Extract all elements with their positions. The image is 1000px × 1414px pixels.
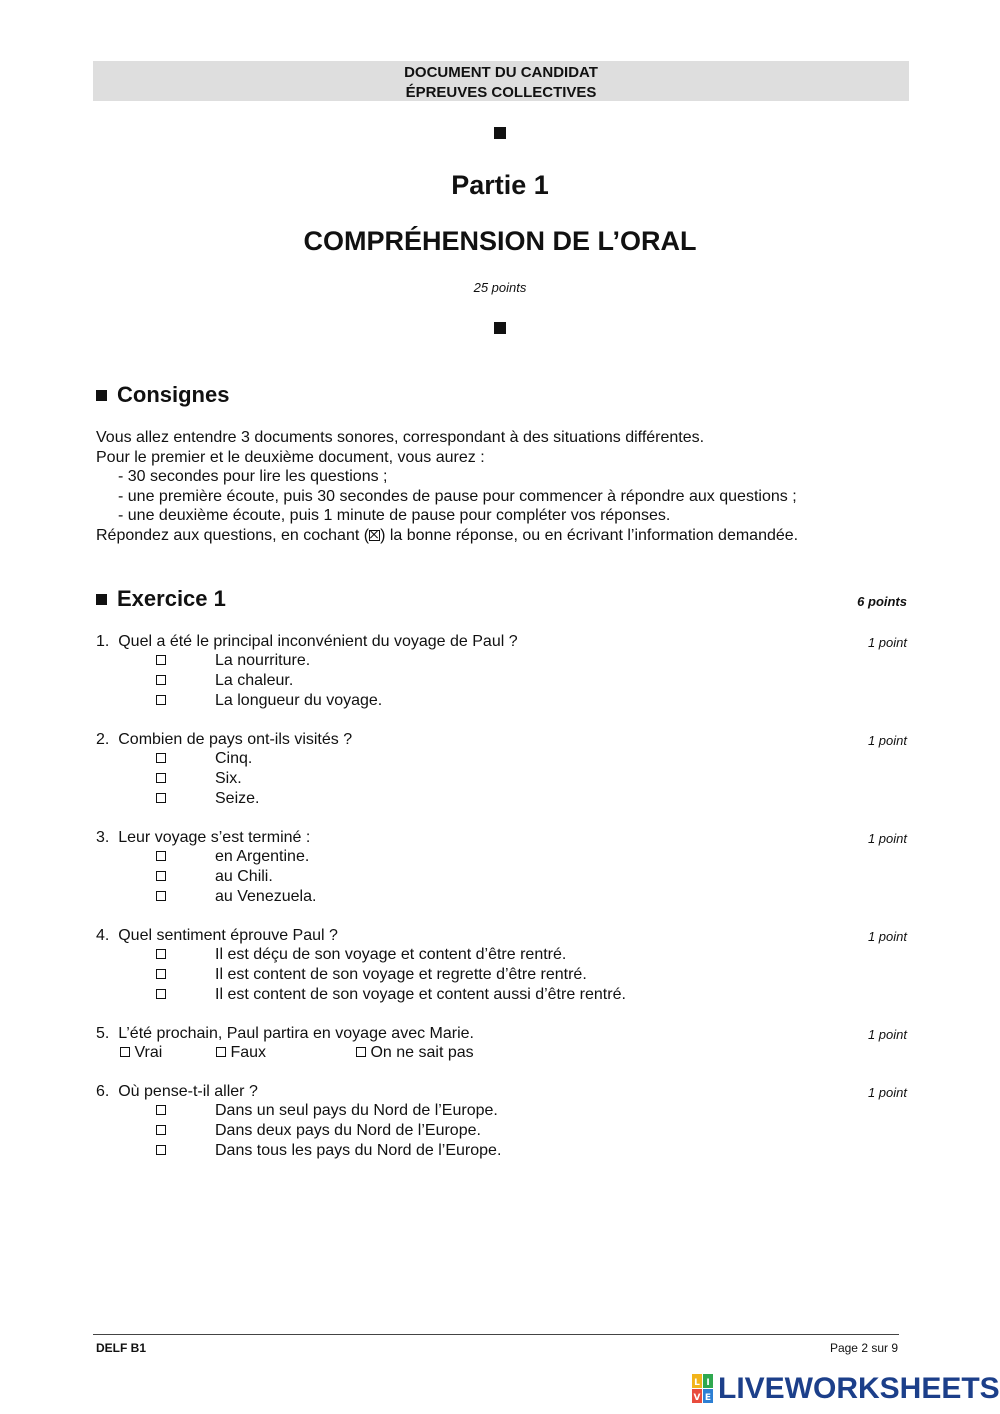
- question-number: 3.: [96, 829, 110, 846]
- answer-option[interactable]: [156, 769, 166, 789]
- question-number: 6.: [96, 1083, 110, 1100]
- question-points: 1 point: [867, 1085, 907, 1100]
- answer-option[interactable]: [156, 1141, 166, 1161]
- checked-box-icon: [369, 530, 380, 541]
- checkbox-icon[interactable]: [156, 793, 166, 803]
- option-label: Il est content de son voyage et content aussi d’être rentré.: [215, 986, 626, 1003]
- answer-option-vrai[interactable]: [120, 1043, 162, 1063]
- question-number: 2.: [96, 731, 110, 748]
- question-points: 1 point: [867, 929, 907, 944]
- checkbox-icon[interactable]: [156, 1105, 166, 1115]
- exercise-points-label: 6 points: [857, 594, 907, 609]
- option-label: Dans tous les pays du Nord de l’Europe.: [215, 1142, 502, 1159]
- instruction-line: Vous allez entendre 3 documents sonores, correspondant à des situations différentes.: [96, 429, 705, 446]
- checkbox-icon[interactable]: [156, 871, 166, 881]
- svg-text:V: V: [693, 1393, 701, 1403]
- square-bullet-icon: [494, 127, 506, 139]
- checkbox-icon[interactable]: [156, 655, 166, 665]
- instruction-line: [96, 526, 798, 546]
- option-label: Seize.: [215, 790, 260, 807]
- decorative-square-top: [0, 126, 1000, 144]
- answer-option[interactable]: [156, 867, 166, 887]
- question-6: [96, 1082, 258, 1102]
- answer-option[interactable]: [156, 671, 166, 691]
- answer-option[interactable]: [156, 1101, 166, 1121]
- exercise-heading: [96, 585, 226, 613]
- checkbox-icon[interactable]: [156, 695, 166, 705]
- checkbox-icon[interactable]: [156, 773, 166, 783]
- option-label: Cinq.: [215, 750, 253, 767]
- checkbox-icon[interactable]: [156, 851, 166, 861]
- answer-option[interactable]: [156, 749, 166, 769]
- checkbox-icon[interactable]: [156, 891, 166, 901]
- question-4: [96, 926, 338, 946]
- question-points: 1 point: [867, 831, 907, 846]
- footer-exam-name: DELF B1: [96, 1341, 147, 1355]
- answer-option-on-ne-sait-pas[interactable]: [356, 1043, 474, 1063]
- answer-option[interactable]: [156, 789, 166, 809]
- option-label: au Venezuela.: [215, 888, 317, 905]
- answer-option[interactable]: [156, 887, 166, 907]
- question-text: Quel sentiment éprouve Paul ?: [118, 927, 338, 944]
- option-label: Il est déçu de son voyage et content d’être rentré.: [215, 946, 567, 963]
- answer-option[interactable]: [156, 1121, 166, 1141]
- option-label: La chaleur.: [215, 672, 294, 689]
- checkbox-icon[interactable]: [156, 989, 166, 999]
- checkbox-icon[interactable]: [156, 949, 166, 959]
- svg-text:E: E: [704, 1393, 712, 1403]
- question-number: 1.: [96, 633, 110, 650]
- checkbox-icon[interactable]: [156, 1125, 166, 1135]
- question-text: Combien de pays ont-ils visités ?: [118, 731, 353, 748]
- header-line-2: ÉPREUVES COLLECTIVES: [405, 84, 597, 101]
- question-text: Leur voyage s’est terminé :: [118, 829, 311, 846]
- instruction-text-b: ) la bonne réponse, ou en écrivant l’information demandée.: [380, 526, 799, 544]
- footer-page-number: Page 2 sur 9: [829, 1341, 898, 1355]
- square-bullet-icon: [96, 594, 107, 605]
- liveworksheets-brand: LIVEWORKSHEETS: [718, 1372, 1000, 1405]
- checkbox-icon[interactable]: [120, 1047, 130, 1057]
- instruction-bullet: - une première écoute, puis 30 secondes de pause pour commencer à répondre aux questions ;: [118, 487, 797, 505]
- answer-option[interactable]: [156, 965, 166, 985]
- option-label: Dans deux pays du Nord de l’Europe.: [215, 1122, 481, 1139]
- option-label: La nourriture.: [215, 652, 311, 669]
- option-label: au Chili.: [215, 868, 273, 885]
- answer-option[interactable]: [156, 651, 166, 671]
- section-title: COMPRÉHENSION DE L’ORAL: [303, 226, 697, 256]
- answer-option[interactable]: [156, 847, 166, 867]
- option-label: en Argentine.: [215, 848, 310, 865]
- checkbox-icon[interactable]: [156, 1145, 166, 1155]
- question-2: [96, 730, 352, 750]
- consignes-heading-label: Consignes: [117, 382, 230, 407]
- decorative-square-bottom: [0, 321, 1000, 339]
- instruction-bullet: - 30 secondes pour lire les questions ;: [118, 468, 388, 486]
- question-text: Où pense-t-il aller ?: [118, 1083, 258, 1100]
- consignes-heading: [96, 381, 229, 409]
- answer-option[interactable]: [156, 945, 166, 965]
- svg-text:I: I: [706, 1378, 710, 1388]
- exercise-heading-label: Exercice 1: [117, 586, 226, 611]
- question-points: 1 point: [867, 733, 907, 748]
- square-bullet-icon: [494, 322, 506, 334]
- option-label: Il est content de son voyage et regrette d’être rentré.: [215, 966, 587, 983]
- checkbox-icon[interactable]: [156, 675, 166, 685]
- footer-divider: [93, 1334, 899, 1335]
- option-label: Faux: [230, 1044, 267, 1061]
- checkbox-icon[interactable]: [356, 1047, 366, 1057]
- question-text: Quel a été le principal inconvénient du voyage de Paul ?: [118, 633, 518, 650]
- exercise-points: [787, 592, 907, 612]
- checkbox-icon[interactable]: [156, 969, 166, 979]
- option-label: Vrai: [134, 1044, 163, 1061]
- answer-option[interactable]: [156, 691, 166, 711]
- part-title: Partie 1: [451, 170, 549, 200]
- question-5: [96, 1024, 474, 1044]
- question-number: 5.: [96, 1025, 110, 1042]
- option-label: La longueur du voyage.: [215, 692, 383, 709]
- answer-option[interactable]: [156, 985, 166, 1005]
- question-3: [96, 828, 310, 848]
- option-label: Six.: [215, 770, 242, 787]
- square-bullet-icon: [96, 390, 107, 401]
- question-points: 1 point: [867, 1027, 907, 1042]
- instructions: [96, 428, 798, 546]
- header-line-1: DOCUMENT DU CANDIDAT: [404, 64, 598, 81]
- question-1: [96, 632, 518, 652]
- question-text: L’été prochain, Paul partira en voyage avec Marie.: [118, 1025, 474, 1042]
- answer-option-faux[interactable]: [216, 1043, 266, 1063]
- option-label: On ne sait pas: [370, 1044, 474, 1061]
- svg-text:L: L: [694, 1378, 700, 1388]
- instruction-line: Pour le premier et le deuxième document, vous aurez :: [96, 448, 485, 466]
- option-label: Dans un seul pays du Nord de l’Europe.: [215, 1102, 498, 1119]
- checkbox-icon[interactable]: [216, 1047, 226, 1057]
- question-points: 1 point: [867, 635, 907, 650]
- document-header: [93, 61, 909, 101]
- question-number: 4.: [96, 927, 110, 944]
- checkbox-icon[interactable]: [156, 753, 166, 763]
- liveworksheets-logo-icon: [692, 1374, 714, 1406]
- total-points: 25 points: [473, 280, 527, 295]
- instruction-text-a: Répondez aux questions, en cochant (: [96, 526, 370, 544]
- instruction-bullet: - une deuxième écoute, puis 1 minute de pause pour compléter vos réponses.: [118, 507, 671, 525]
